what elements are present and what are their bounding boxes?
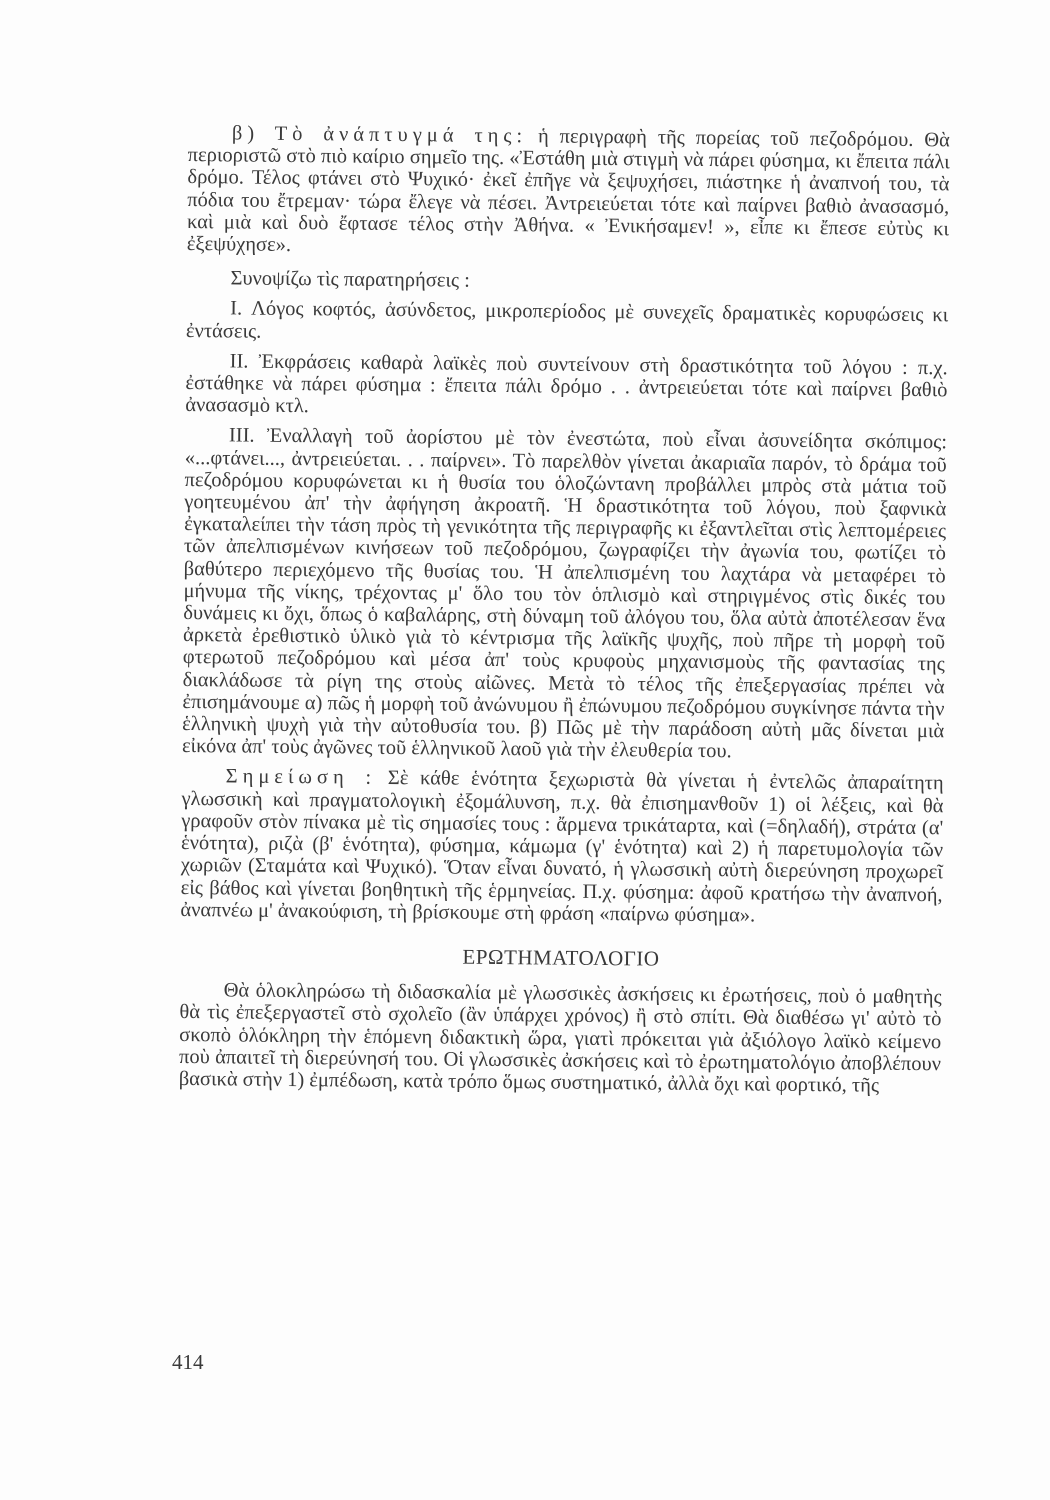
page-number: 414: [172, 1350, 204, 1374]
paragraph-questionnaire: Θὰ ὁλοκληρώσω τὴ διδασκαλία μὲ γλωσσικὲς ἀσκήσεις κι ἐρωτήσεις, ποὺ ὁ μαθητὴς θὰ τὶς ἐπεξεργαστεῖ στὸ σχολεῖο (ἂν ὑπάρχει χρόνος) ἢ στὸ σπίτι. Θὰ διαθέσω γι' αὐτὸ τὸ σκοπὸ ὁλόκληρη τὴν ἑπόμενη διδακτικὴ ὥρα, γιατὶ πρόκειται γιὰ ἀξιόλογο λαϊκὸ κείμενο ποὺ ἀπαιτεῖ τὴ διερεύνησή του. Οἱ γλωσσικὲς ἀσκήσεις καὶ τὸ ἐρωτηματολόγιο ἀποβλέπουν βασικὰ στὴν 1) ἐμπέδωση, κατὰ τρόπο ὅμως συστηματικό, ἀλλὰ ὄχι καὶ φορτικό, τῆς: [178, 979, 942, 1097]
spaced-heading-development: β) Τὸ ἀνάπτυγμά της:: [231, 122, 528, 148]
paragraph-development: [187, 122, 950, 263]
paragraph-note-text: Σὲ κάθε ἑνότητα ξεχωριστὰ θὰ γίνεται ἡ ἐντελῶς ἀπαραίτητη γλωσσικὴ καὶ πραγματολογικὴ ἐξομάλυνση, π.χ. θὰ ἐπισημανθοῦν 1) οἱ λέξεις, καὶ θὰ γραφοῦν στὸν πίνακα μὲ τὶς σημασίες τους : ἄρμενα τρικάταρτα, καὶ (=δηλαδή), στράτα (α' ἑνότητα), ριζὰ (β' ἑνότητα), φύσημα, κάμωμα (γ' ἑνότητα) καὶ 2) ἡ παρετυμολογία τῶν χωριῶν (Σταμάτα καὶ Ψυχικό). Ὅταν εἶναι δυνατό, ἡ γλωσσικὴ αὐτὴ διερεύνηση προχωρεῖ εἰς βάθος καὶ γίνεται βοηθητικὴ τῆς ἑρμηνείας. Π.χ. φύσημα: ἀφοῦ κρατήσω τὴν ἀναπνοή, ἀναπνέω μ' ἀνακούφιση, τὴ βρίσκουμε στὴ φράση «παίρνω φύσημα».: [180, 767, 944, 927]
paragraph-note: [180, 765, 943, 928]
paragraph-summary-intro: Συνοψίζω τὶς παρατηρήσεις :: [230, 267, 470, 292]
paragraph-observation-3: III. Ἐναλλαγὴ τοῦ ἀορίστου μὲ τὸν ἐνεστώτα, ποὺ εἶναι ἀσυνείδητα σκόπιμος: «...φτάνει..., ἀντρειεύεται. . . παίρνει». Τὸ παρελθὸν γίνεται ἀκαριαῖα παρόν, τὸ δράμα τοῦ πεζοδρόμου κορυφώνεται κι ἡ θυσία του ὁλοζώντανη προβάλλει μπρὸς στὰ μάτια τοῦ γοητευμένου ἀπ' τὴν ἀφήγηση ἀκροατῆ. Ἡ δραστικότητα τοῦ λόγου, ποὺ ξαφνικὰ ἐγκαταλείπει τὴν τάση πρὸς τὴ γενικότητα τῆς περιγραφῆς κι ἐξαντλεῖται στὶς λεπτομέρειες τῶν ἀπελπισμένων κινήσεων τοῦ πεζοδρόμου, ζωγραφίζει τὴν ἀγωνία του, φωτίζει τὸ βαθύτερο περιεχόμενο τῆς θυσίας του. Ἡ ἀπελπισμένη του λαχτάρα νὰ μεταφέρει τὸ μήνυμα τῆς νίκης, τρέχοντας μ' ὅλο του τὸν ὁπλισμὸ καὶ στηριγμένος στὶς δικές του δυνάμεις κι ὄχι, ὅπως ὁ καβαλάρης, στὴ δύναμη τοῦ ἀλόγου του, ὅλα αὐτὰ ἀποτέλεσαν ἕνα ἀρκετὰ ἐρεθιστικὸ ὑλικὸ γιὰ τὸ κέντρισμα τῆς λαϊκῆς ψυχῆς, ποὺ πῆρε τὴ μορφὴ τοῦ φτερωτοῦ πεζοδρόμου καὶ μέσα ἀπ' τοὺς κρυφοὺς μηχανισμοὺς τῆς φαντασίας της διακλάδωσε τὰ ρίγη της στοὺς αἰῶνες. Μετὰ τὸ τέλος τῆς ἐπεξεργασίας πρέπει νὰ ἐπισημάνουμε α) πῶς ἡ μορφὴ τοῦ ἀνώνυμου ἢ ἐπώνυμου πεζοδρόμου συγκίνησε πάντα τὴν ἑλληνικὴ ψυχὴ γιὰ τὴν αὐτοθυσία του. β) Πῶς μὲ τὴν παράδοση αὐτὴ μᾶς δίνεται μιὰ εἰκόνα ἀπ' τοὺς ἀγῶνες τοῦ ἑλληνικοῦ λαοῦ γιὰ τὴν ἐλευθερία του.: [181, 424, 948, 763]
body-text: [179, 122, 950, 1097]
spaced-heading-note: Σημείωση :: [225, 765, 377, 790]
paragraph-development-text: ἡ περιγραφὴ τῆς πορείας τοῦ πεζοδρόμου. Θὰ περιοριστῶ στὸ πιὸ καίριο σημεῖο της. «Ἐστάθη μιὰ στιγμὴ νὰ πάρει φύσημα, κι ἔπειτα πάλι δρόμο. Τέλος φτάνει στὸ Ψυχικό· ἐκεῖ ἐπῆγε νὰ ξεψυχήσει, πιάστηκε ἡ ἀναπνοή του, τὰ πόδια του ἔτρεμαν· τώρα ἔλεγε νὰ πέσει. Ἀντρειεύεται τότε καὶ παίρνει βαθιὸ ἀνασασμό, καὶ μιὰ καὶ δυὸ ἔφτασε τέλος στὴν Ἀθήνα. « Ἐνικήσαμεν! », εἶπε κι ἔπεσε εὐτὺς κι ἐξεψύχησε».: [186, 125, 950, 257]
section-title-questionnaire: ΕΡΩΤΗΜΑΤΟΛΟΓΙΟ: [462, 944, 660, 971]
paragraph-observation-1: I. Λόγος κοφτός, ἀσύνδετος, μικροπερίοδος μὲ συνεχεῖς δραματικὲς κορυφώσεις κι ἐντάσεις.: [185, 297, 949, 343]
paragraph-observation-2: II. Ἐκφράσεις καθαρὰ λαϊκὲς ποὺ συντείνουν στὴ δραστικότητα τοῦ λόγου : π.χ. ἐστάθηκε νὰ πάρει φύσημα : ἔπειτα πάλι δρόμο . . ἀντρειεύεται τότε καὶ παίρνει βαθιὸ ἀνασασμὸ κτλ.: [185, 350, 948, 418]
